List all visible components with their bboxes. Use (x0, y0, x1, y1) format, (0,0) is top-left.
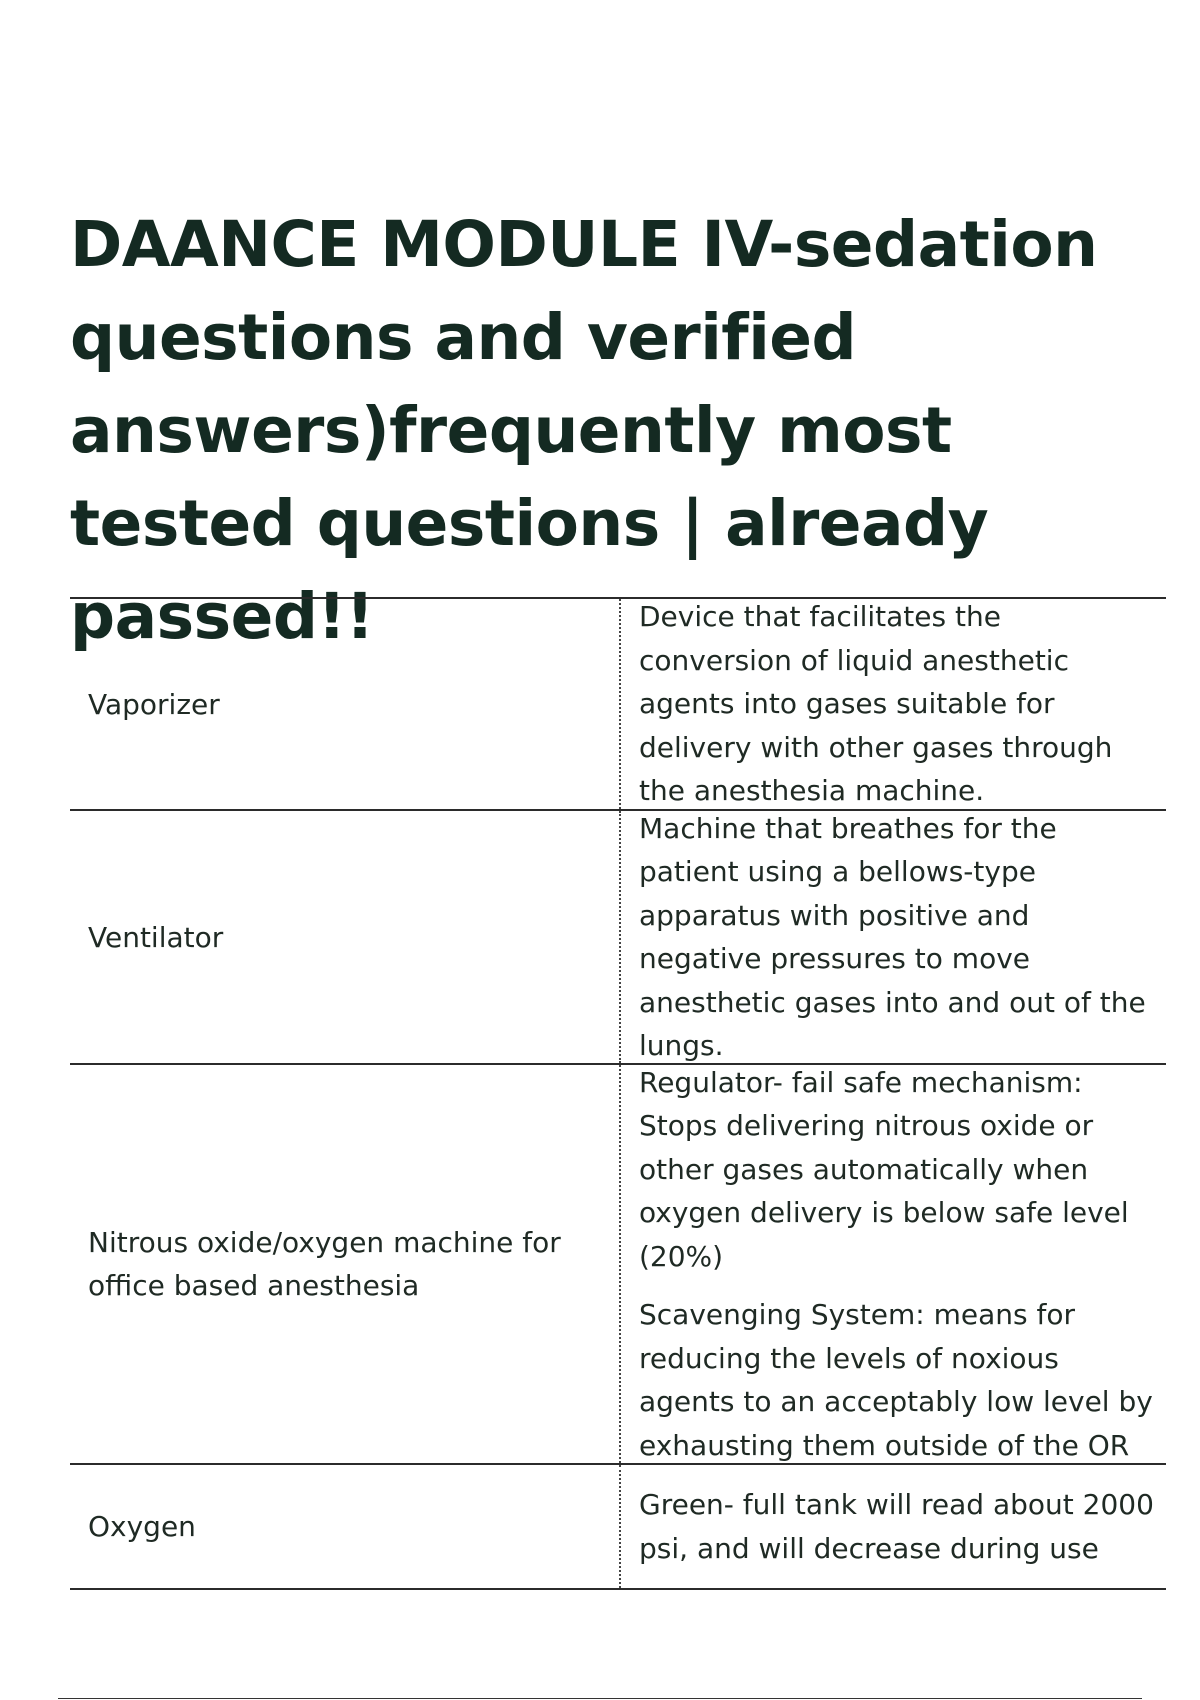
table-row (70, 1065, 1166, 1465)
definition-cell (619, 1465, 1166, 1588)
table-row (70, 811, 1166, 1065)
definition-cell (619, 1065, 1166, 1463)
definition-text: Regulator- fail safe mechanism: Stops delivering nitrous oxide or other gases automatically when oxygen delivery is below safe level (20%) (639, 1065, 1129, 1273)
footer-divider (58, 1698, 1142, 1699)
page-title: DAANCE MODULE IV-sedation questions and verified answers)frequently most tested questions | already passed!! (70, 208, 1098, 653)
definition-cell (619, 599, 1166, 809)
term-cell: Ventilator (88, 920, 224, 954)
definition-text: Scavenging System: means for reducing the levels of noxious agents to an acceptably low level by exhausting them outside of the OR (639, 1298, 1153, 1462)
term-cell: Vaporizer (88, 687, 220, 721)
definition-text: Machine that breathes for the patient using a bellows-type apparatus with positive and negative pressures to move anesthetic gases into and out of the lungs. (639, 811, 1146, 1062)
term-cell: Nitrous oxide/oxygen machine for office based anesthesia (88, 1226, 561, 1302)
definition-text: Device that facilitates the conversion of liquid anesthetic agents into gases suitable for delivery with other gases through the anesthesia machine. (639, 600, 1113, 808)
definition-cell (619, 811, 1166, 1063)
table-row (70, 1465, 1166, 1590)
table-row (70, 599, 1166, 811)
term-cell: Oxygen (88, 1510, 196, 1543)
definition-text: Green- full tank will read about 2000 psi, and will decrease during use (639, 1488, 1154, 1565)
flashcard-table (70, 597, 1166, 1590)
